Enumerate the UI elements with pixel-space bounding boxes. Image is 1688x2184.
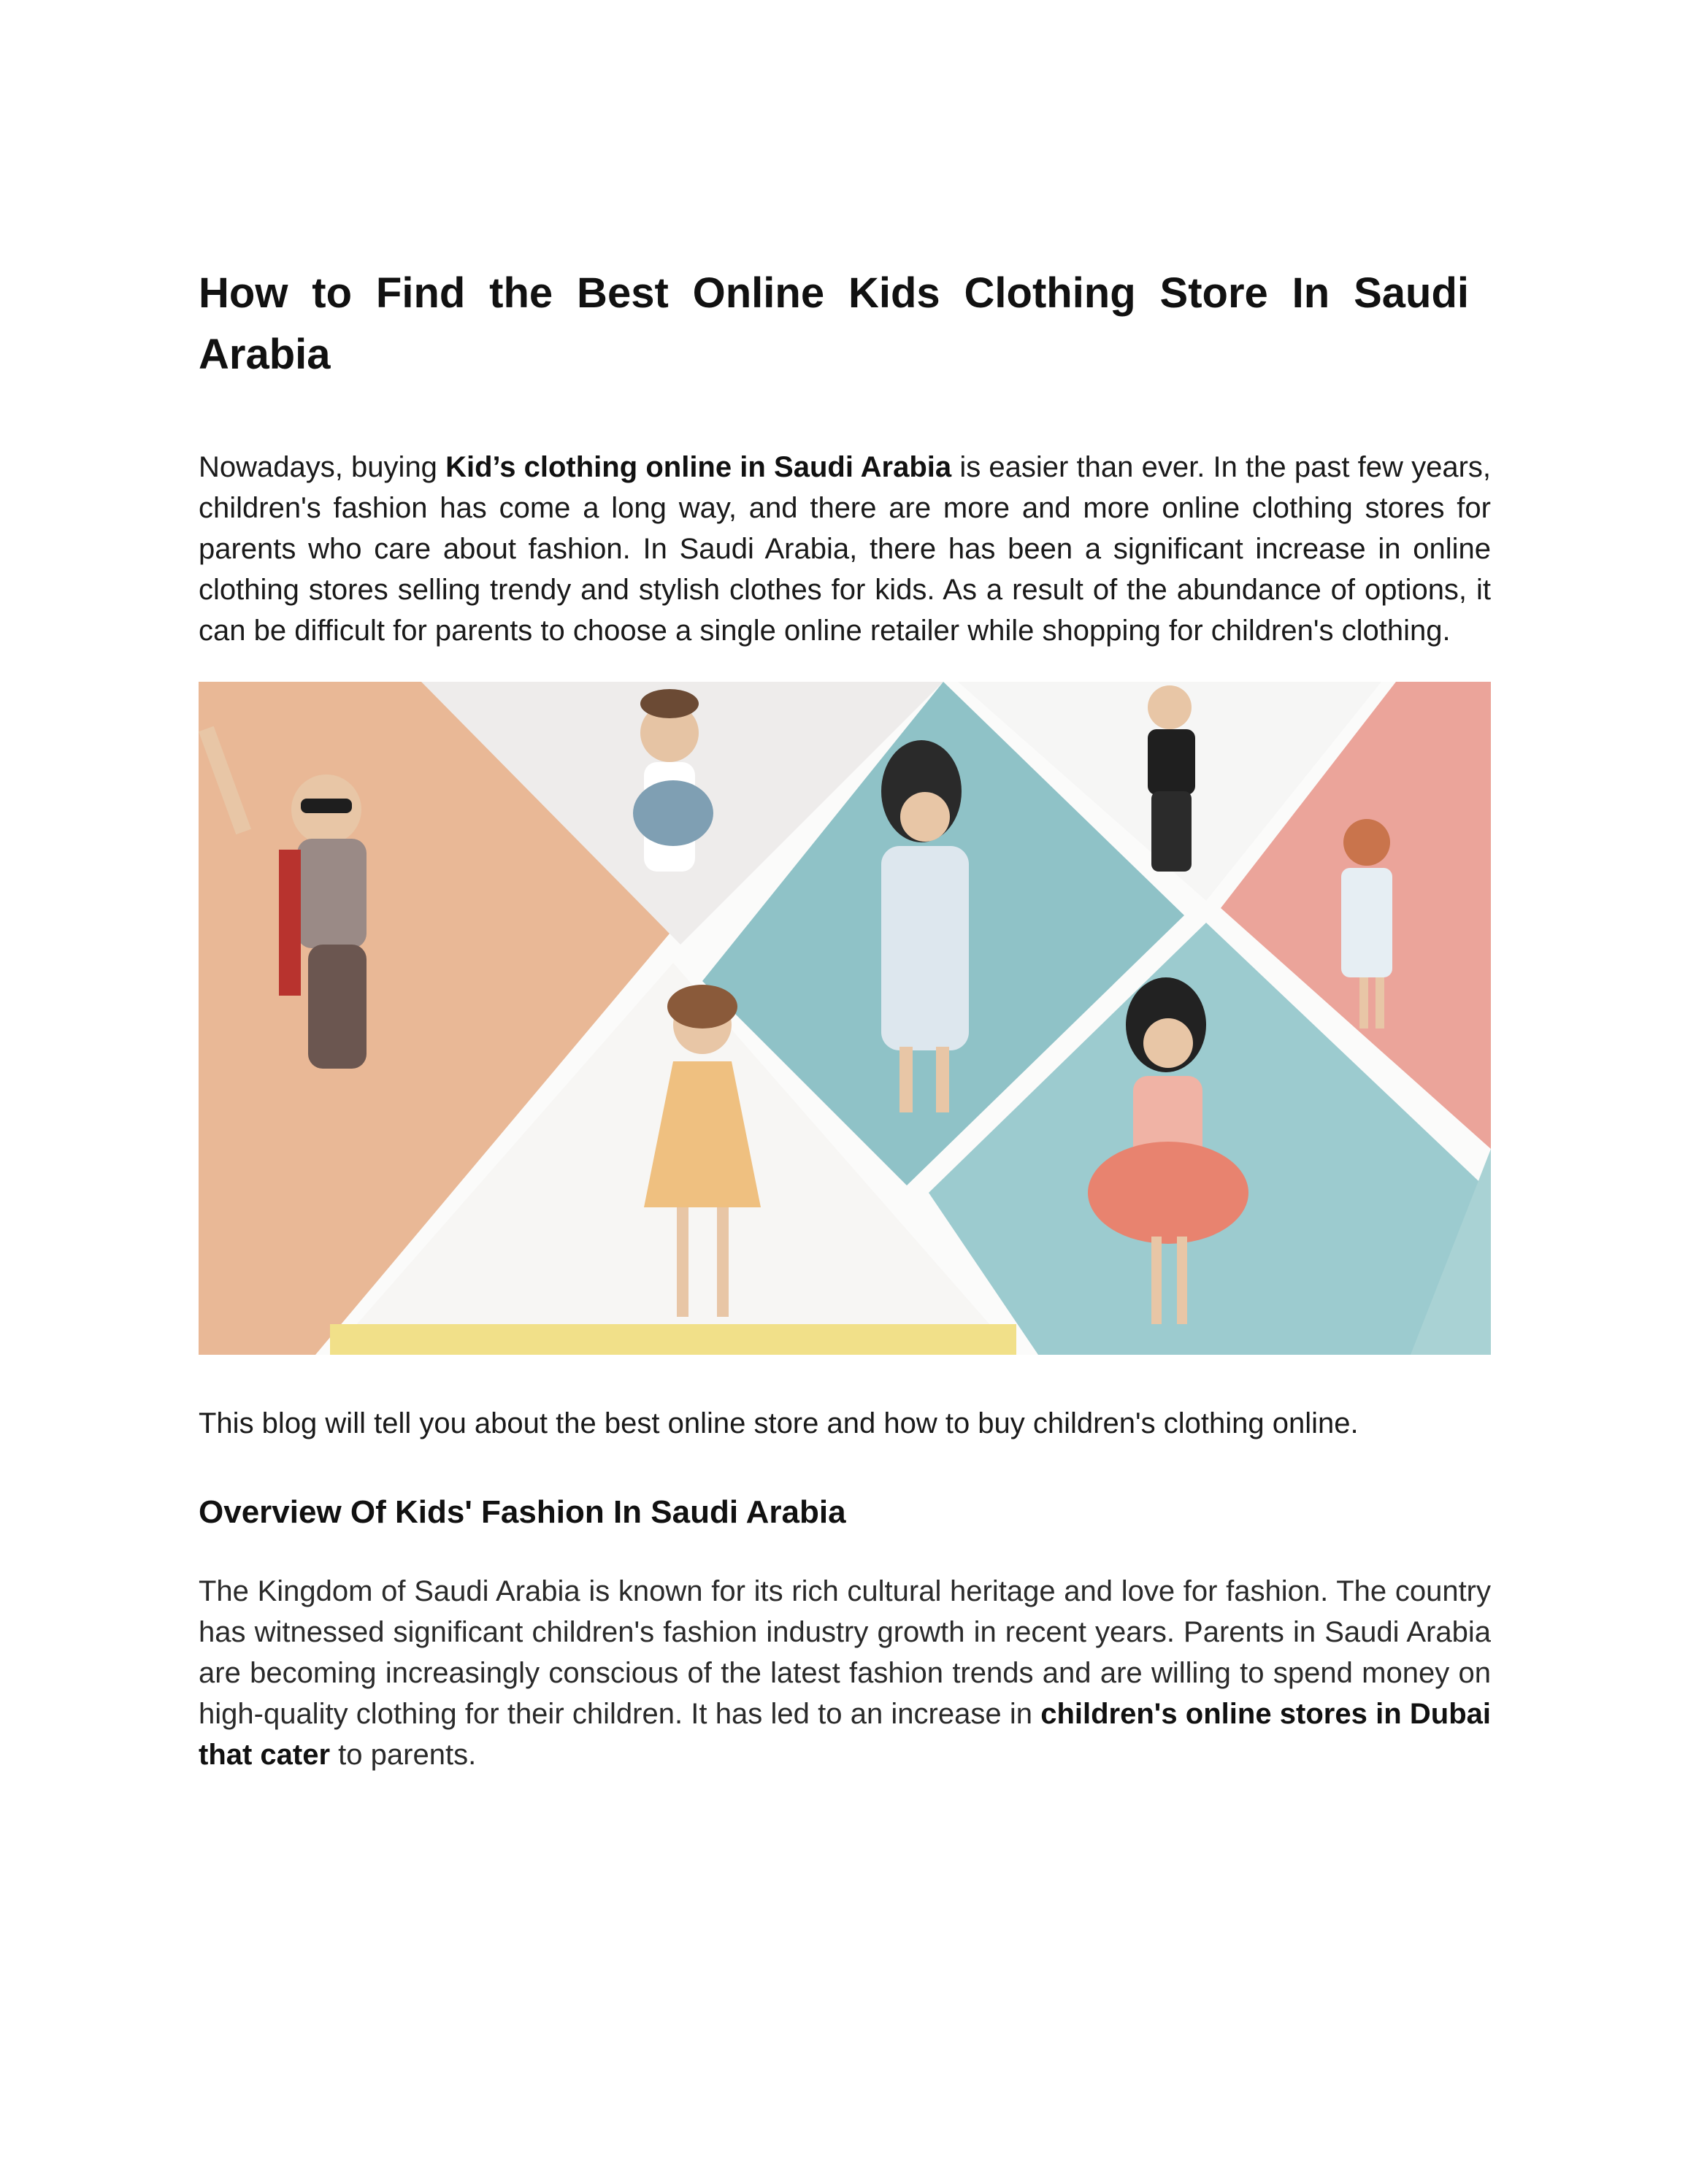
kid-figure-black-outfit <box>1148 685 1195 872</box>
section-tail: to parents. <box>330 1739 477 1771</box>
intro-rest: is easier than ever. In the past few years, children's fashion has come a long way, and there are more and more online clothing stores for parents who care about fashion. In Saudi Arabia, there has been a significant increase in online clothing stores selling trendy and stylish clothes for kids. As a result of the abundance of options, it can be difficult for parents to choose a single online retailer while shopping for children's clothing. <box>199 451 1492 647</box>
intro-lead: Nowadays, buying <box>199 451 446 483</box>
intro-bold-phrase: Kid’s clothing online in Saudi Arabia <box>445 451 952 483</box>
kids-fashion-collage-image <box>199 682 1491 1355</box>
section-bold-phrase: children's online stores in Dubai that cater <box>199 1698 1491 1771</box>
article <box>199 263 1491 1775</box>
page-title: How to Find the Best Online Kids Clothing Store In Saudi Arabia <box>199 269 1469 378</box>
intro-paragraph <box>199 447 1491 651</box>
blog-intro-line: This blog will tell you about the best online store and how to buy children's clothing online. <box>199 1407 1359 1439</box>
section-paragraph <box>199 1571 1491 1775</box>
section-body: The Kingdom of Saudi Arabia is known for its rich cultural heritage and love for fashion. The country has witnessed significant children's fashion industry growth in recent years. Parents in Saudi Arabia are becoming increasingly conscious of the latest fashion trends and are willing to spend money on high-quality clothing for their children. It has led to an increase in <box>199 1575 1491 1730</box>
section-heading: Overview Of Kids' Fashion In Saudi Arabia <box>199 1494 846 1530</box>
